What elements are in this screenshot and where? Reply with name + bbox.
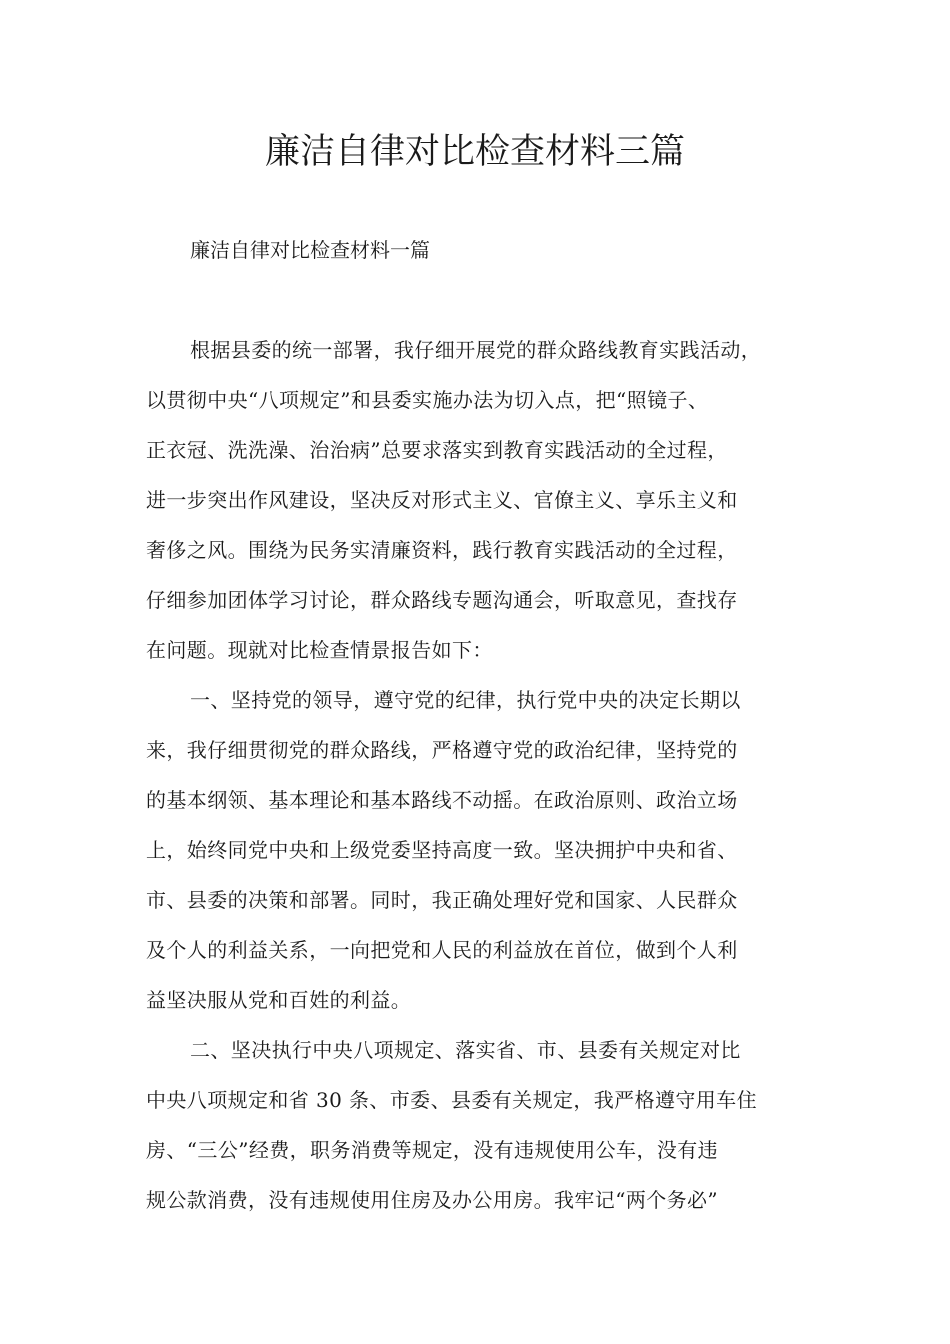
body-line: 一、坚持党的领导，遵守党的纪律，执行党中央的决定长期以 bbox=[190, 688, 741, 712]
body-line: 二、坚决执行中央八项规定、落实省、市、县委有关规定对比 bbox=[190, 1038, 741, 1062]
body-line: 益坚决服从党和百姓的利益。 bbox=[146, 988, 412, 1012]
document-body bbox=[146, 332, 818, 1232]
body-line: 以贯彻中央“八项规定”和县委实施办法为切入点，把“照镜子、 bbox=[146, 388, 709, 412]
body-line: 根据县委的统一部署，我仔细开展党的群众路线教育实践活动， bbox=[190, 338, 762, 362]
document-title: 廉洁自律对比检查材料三篇 bbox=[264, 132, 685, 172]
document-subtitle: 廉洁自律对比检查材料一篇 bbox=[190, 238, 430, 262]
body-line: 在问题。现就对比检查情景报告如下： bbox=[146, 638, 493, 662]
body-line: 及个人的利益关系，一向把党和人民的利益放在首位，做到个人利 bbox=[146, 938, 738, 962]
body-line: 上，始终同党中央和上级党委坚持高度一致。坚决拥护中央和省、 bbox=[146, 838, 738, 862]
body-line: 来，我仔细贯彻党的群众路线，严格遵守党的政治纪律，坚持党的 bbox=[146, 738, 738, 762]
body-line: 规公款消费，没有违规使用住房及办公用房。我牢记“两个务必” bbox=[146, 1188, 719, 1212]
body-line: 房、“三公”经费，职务消费等规定，没有违规使用公车，没有违 bbox=[146, 1138, 719, 1162]
body-line: 中央八项规定和省 30 条、市委、县委有关规定，我严格遵守用车住 bbox=[146, 1088, 757, 1112]
body-line: 市、县委的决策和部署。同时，我正确处理好党和国家、人民群众 bbox=[146, 888, 738, 912]
body-line: 仔细参加团体学习讨论，群众路线专题沟通会，听取意见，查找存 bbox=[146, 588, 738, 612]
body-line: 正衣冠、洗洗澡、治治病”总要求落实到教育实践活动的全过程， bbox=[146, 438, 728, 462]
body-line: 奢侈之风。围绕为民务实清廉资料，践行教育实践活动的全过程， bbox=[146, 538, 738, 562]
body-line: 的基本纲领、基本理论和基本路线不动摇。在政治原则、政治立场 bbox=[146, 788, 738, 812]
body-line: 进一步突出作风建设，坚决反对形式主义、官僚主义、享乐主义和 bbox=[146, 488, 738, 512]
